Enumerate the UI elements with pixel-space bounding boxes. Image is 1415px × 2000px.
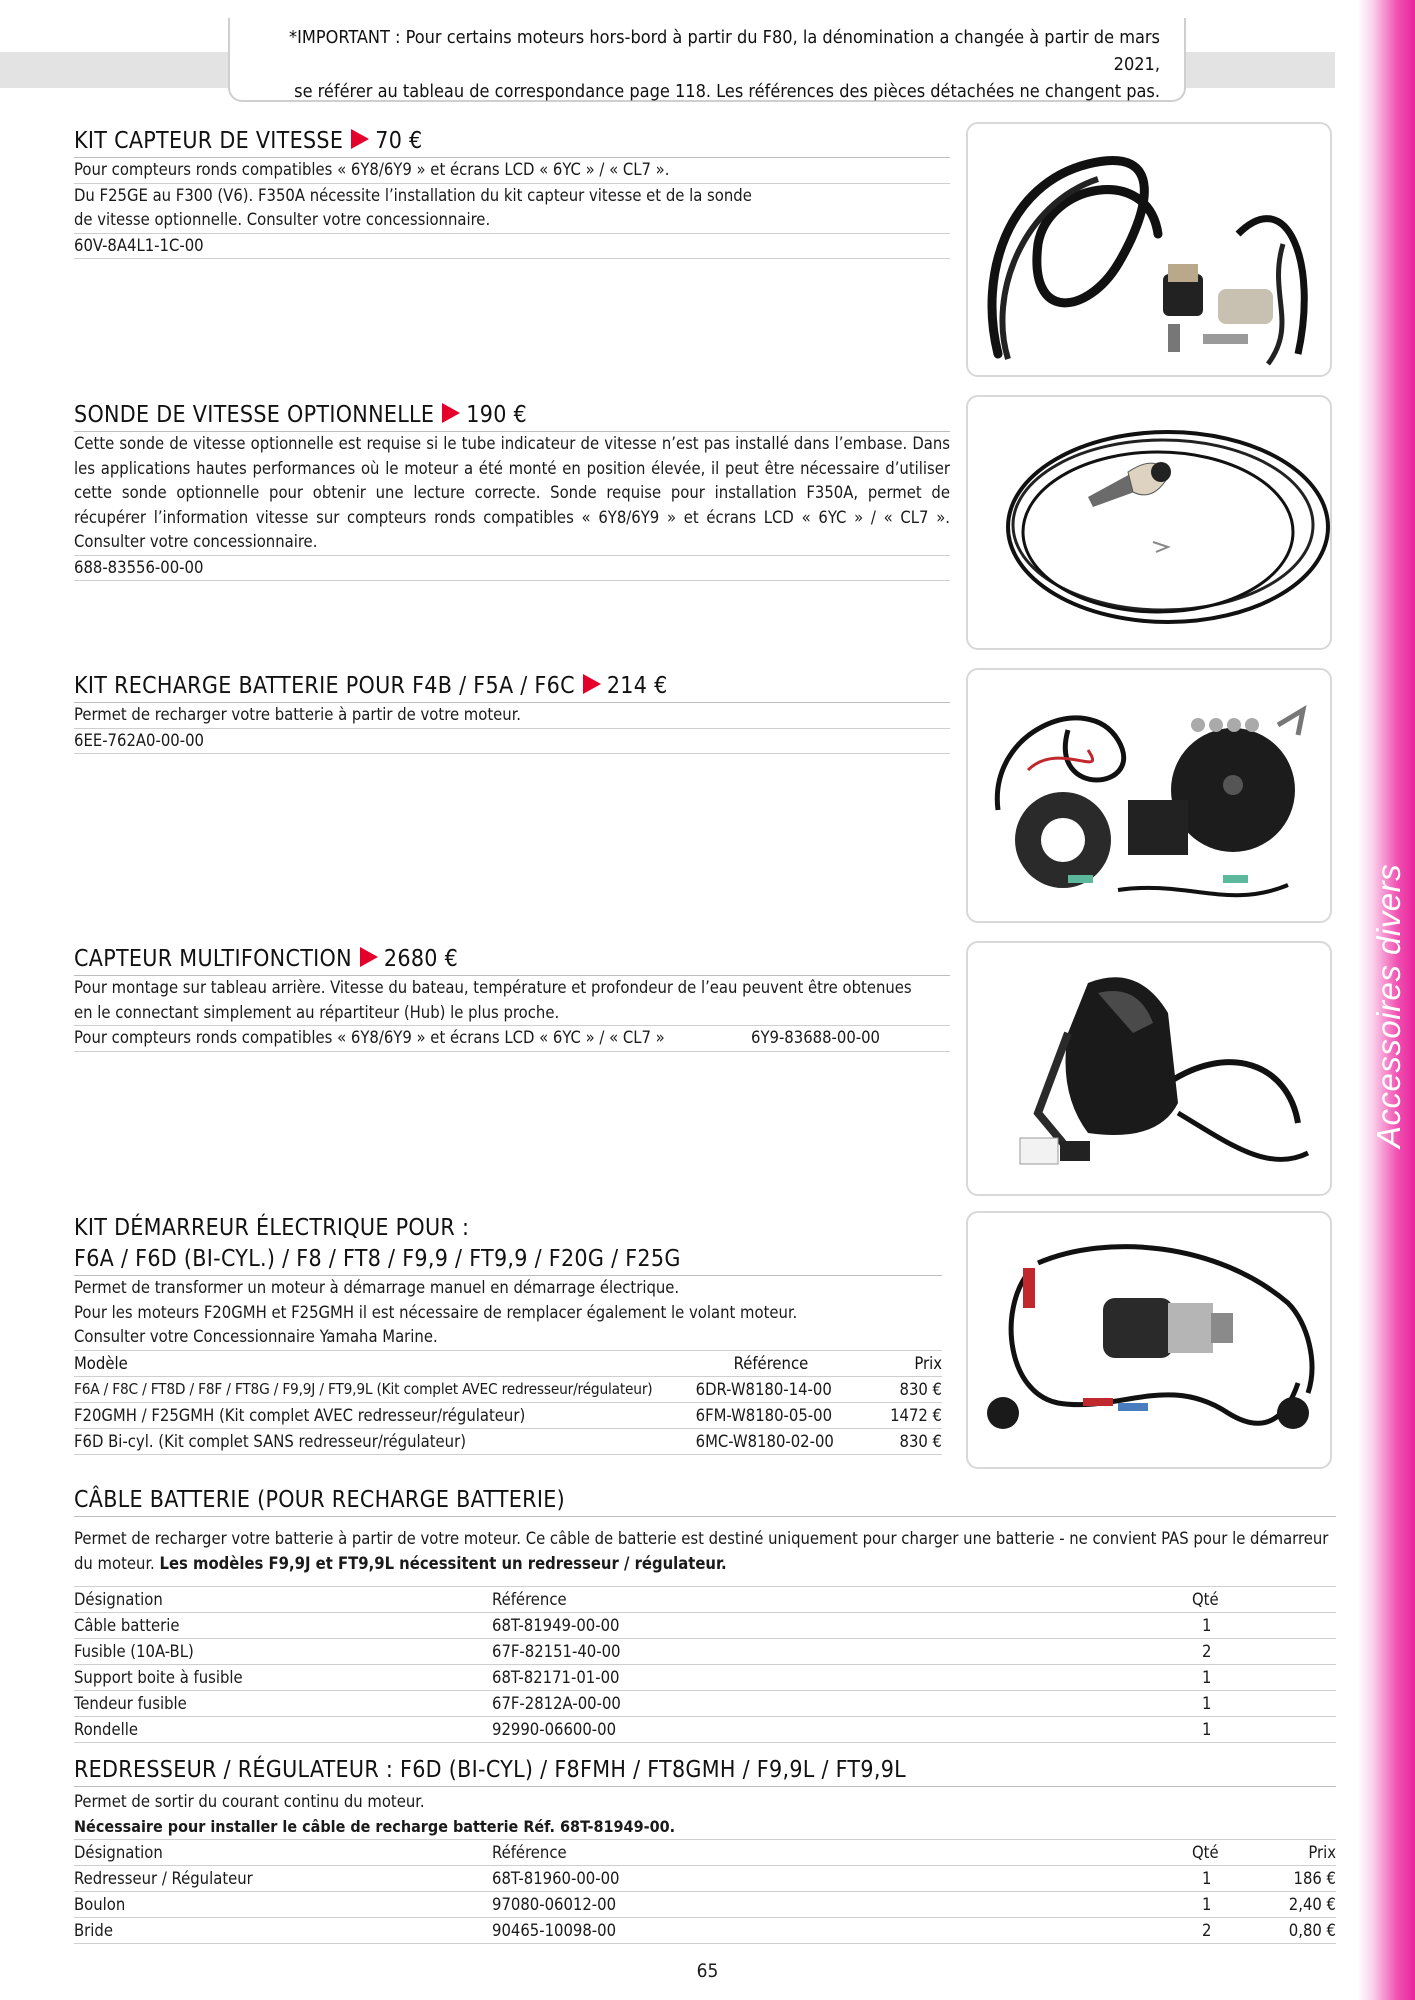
col-header-reference: Référence	[492, 1840, 1192, 1866]
section-sonde-vitesse	[74, 400, 950, 581]
table-row	[74, 1866, 1336, 1892]
section-cable-batterie	[74, 1485, 1336, 1743]
col-header-reference: Référence	[492, 1587, 1192, 1613]
product-image-speed-probe	[966, 395, 1332, 650]
price-arrow-icon	[360, 947, 378, 967]
cell-reference: 67F-82151-40-00	[492, 1639, 1192, 1665]
col-header-price: Prix	[1252, 1840, 1336, 1866]
cell-qty: 2	[1192, 1639, 1336, 1665]
category-title: Accessoires divers	[1370, 863, 1407, 1148]
col-header-designation: Désignation	[74, 1840, 492, 1866]
cell-price: 0,80 €	[1252, 1918, 1336, 1944]
part-reference: 6Y9-83688-00-00	[751, 1028, 881, 1047]
cell-model: F6D Bi-cyl. (Kit complet SANS redresseur/régulateur)	[74, 1428, 668, 1454]
table-row	[74, 1613, 1336, 1639]
cell-designation: Bride	[74, 1918, 492, 1944]
description-line: Permet de transformer un moteur à démarrage manuel en démarrage électrique.	[74, 1278, 680, 1297]
cell-reference: 67F-2812A-00-00	[492, 1691, 1192, 1717]
cell-model: F6A / F8C / FT8D / F8F / FT8G / F9,9J / FT9,9L (Kit complet AVEC redresseur/régulateur)	[74, 1376, 668, 1402]
section-title: REDRESSEUR / RÉGULATEUR : F6D (BI-CYL) / F8FMH / FT8GMH / F9,9L / FT9,9L	[74, 1755, 1336, 1787]
col-header-qty: Qté	[1192, 1840, 1252, 1866]
product-name: KIT CAPTEUR DE VITESSE	[74, 128, 344, 154]
description-note: Nécessaire pour installer le câble de recharge batterie Réf. 68T-81949-00.	[74, 1815, 1336, 1841]
description	[74, 976, 950, 1026]
description-line: Du F25GE au F300 (V6). F350A nécessite l’installation du kit capteur vitesse et de la sonde	[74, 185, 752, 205]
cell-designation: Fusible (10A-BL)	[74, 1639, 492, 1665]
product-name: CAPTEUR MULTIFONCTION	[74, 946, 352, 972]
battery-cable-table	[74, 1586, 1336, 1743]
section-kit-demarreur	[74, 1213, 942, 1455]
section-title	[74, 671, 950, 703]
cell-reference: 6FM-W8180-05-00	[668, 1402, 890, 1428]
product-image-electric-starter-kit	[966, 1211, 1332, 1469]
col-header-reference: Référence	[668, 1351, 890, 1377]
cell-designation: Tendeur fusible	[74, 1691, 492, 1717]
section-title-line-2: F6A / F6D (BI-CYL.) / F8 / FT8 / F9,9 / FT9,9 / F20G / F25G	[74, 1244, 942, 1276]
section-kit-recharge-batterie	[74, 671, 950, 754]
product-name: KIT RECHARGE BATTERIE POUR F4B / F5A / F6C	[74, 673, 575, 699]
product-image-multifunction-sensor	[966, 941, 1332, 1196]
cell-qty: 1	[1192, 1665, 1336, 1691]
cell-model: F20GMH / F25GMH (Kit complet AVEC redresseur/régulateur)	[74, 1402, 668, 1428]
table-row	[74, 1665, 1336, 1691]
col-header-designation: Désignation	[74, 1587, 492, 1613]
description-line: Pour compteurs ronds compatibles « 6Y8/6Y9 » et écrans LCD « 6YC » / « CL7 ».	[74, 158, 950, 184]
product-price: 214 €	[606, 673, 668, 699]
col-header-model: Modèle	[74, 1351, 668, 1377]
table-row	[74, 1376, 942, 1402]
section-capteur-multifonction	[74, 944, 950, 1052]
cell-reference: 90465-10098-00	[492, 1918, 1192, 1944]
table-row	[74, 1639, 1336, 1665]
section-title	[74, 944, 950, 976]
product-price: 70 €	[375, 128, 423, 154]
description	[74, 1527, 1336, 1576]
notice-line-2: se référer au tableau de correspondance page 118. Les références des pièces détachées ne changent pas.	[294, 81, 1160, 102]
cell-qty: 1	[1192, 1717, 1336, 1743]
table-row	[74, 1402, 942, 1428]
cell-reference: 68T-81960-00-00	[492, 1866, 1192, 1892]
section-redresseur-regulateur	[74, 1755, 1336, 1944]
cell-price: 1472 €	[890, 1402, 942, 1428]
description-line: Permet de sortir du courant continu du moteur.	[74, 1792, 425, 1811]
product-price: 190 €	[466, 402, 527, 428]
product-image-speed-sensor-kit	[966, 122, 1332, 377]
table-header	[74, 1840, 1336, 1866]
product-image-battery-charging-kit	[966, 668, 1332, 923]
description-line: de vitesse optionnelle. Consulter votre concessionnaire.	[74, 210, 491, 229]
product-price: 2680 €	[383, 946, 459, 972]
part-reference: 60V-8A4L1-1C-00	[74, 234, 950, 260]
important-notice	[228, 18, 1186, 102]
cell-designation: Rondelle	[74, 1717, 492, 1743]
cell-price: 830 €	[890, 1428, 942, 1454]
cell-reference: 68T-81949-00-00	[492, 1613, 1192, 1639]
part-reference: 688-83556-00-00	[74, 556, 950, 582]
cell-qty: 1	[1192, 1892, 1252, 1918]
table-row	[74, 1892, 1336, 1918]
section-title	[74, 126, 950, 158]
section-kit-capteur-vitesse	[74, 126, 950, 259]
description-text: Permet de recharger votre batterie à partir de votre moteur. Ce câble de batterie est destiné uniquement pour charger une batterie - ne convient PAS pour le démarreur du moteur.	[74, 1529, 1329, 1573]
table-row	[74, 1691, 1336, 1717]
cell-designation: Redresseur / Régulateur	[74, 1866, 492, 1892]
table-row	[74, 1717, 1336, 1743]
compatibility-text: Pour compteurs ronds compatibles « 6Y8/6Y9 » et écrans LCD « 6YC » / « CL7 »	[74, 1028, 665, 1047]
section-title: CÂBLE BATTERIE (POUR RECHARGE BATTERIE)	[74, 1485, 1336, 1517]
price-arrow-icon	[583, 674, 601, 694]
cell-qty: 1	[1192, 1691, 1336, 1717]
cell-qty: 2	[1192, 1918, 1252, 1944]
col-header-price: Prix	[890, 1351, 942, 1377]
compatibility-line	[74, 1026, 950, 1052]
section-title	[74, 400, 950, 432]
cell-designation: Câble batterie	[74, 1613, 492, 1639]
regulator-table	[74, 1840, 1336, 1944]
description-line: en le connectant simplement au répartiteur (Hub) le plus proche.	[74, 1002, 560, 1022]
cell-price: 2,40 €	[1252, 1892, 1336, 1918]
cell-reference: 6MC-W8180-02-00	[668, 1428, 890, 1454]
table-header	[74, 1351, 942, 1377]
cell-reference: 68T-82171-01-00	[492, 1665, 1192, 1691]
section-title-line-1: KIT DÉMARREUR ÉLECTRIQUE POUR :	[74, 1215, 470, 1241]
description	[74, 158, 950, 234]
table-header	[74, 1587, 1336, 1613]
cell-qty: 1	[1192, 1613, 1336, 1639]
description	[74, 1276, 942, 1351]
price-arrow-icon	[351, 129, 369, 149]
starter-kit-table	[74, 1351, 942, 1455]
description-line: Consulter votre Concessionnaire Yamaha Marine.	[74, 1327, 438, 1346]
price-arrow-icon	[442, 403, 460, 423]
notice-line-1: *IMPORTANT : Pour certains moteurs hors-bord à partir du F80, la dénomination a changée à partir de mars 2021,	[289, 27, 1160, 75]
cell-price: 830 €	[890, 1376, 942, 1402]
cell-qty: 1	[1192, 1866, 1252, 1892]
col-header-qty: Qté	[1192, 1587, 1336, 1613]
cell-reference: 97080-06012-00	[492, 1892, 1192, 1918]
description-line: Permet de recharger votre batterie à partir de votre moteur.	[74, 703, 950, 729]
product-name: SONDE DE VITESSE OPTIONNELLE	[74, 402, 435, 428]
description-line: Pour montage sur tableau arrière. Vitesse du bateau, température et profondeur de l’eau peuvent être obtenues	[74, 978, 912, 997]
cell-designation: Support boite à fusible	[74, 1665, 492, 1691]
table-row	[74, 1428, 942, 1454]
page-number: 65	[696, 1960, 719, 1982]
description: Cette sonde de vitesse optionnelle est requise si le tube indicateur de vitesse n’est pas installé dans l’embase. Dans les applications hautes performances où le moteur a été monté en position élevée, il peut être nécessaire d’utiliser cette sonde optionnelle pour obtenir une lecture correcte. Sonde requise pour installation F350A, permet de récupérer l’information vitesse sur compteurs ronds compatibles « 6Y8/6Y9 » et écrans LCD « 6YC » / « CL7 ». Consulter votre concessionnaire.	[74, 432, 950, 556]
cell-designation: Boulon	[74, 1892, 492, 1918]
cell-reference: 6DR-W8180-14-00	[668, 1376, 890, 1402]
description-note: Les modèles F9,9J et FT9,9L nécessitent un redresseur / régulateur.	[159, 1553, 727, 1573]
part-reference: 6EE-762A0-00-00	[74, 729, 950, 755]
table-row	[74, 1918, 1336, 1944]
description-line: Pour les moteurs F20GMH et F25GMH il est nécessaire de remplacer également le volant moteur.	[74, 1302, 798, 1322]
cell-reference: 92990-06600-00	[492, 1717, 1192, 1743]
cell-price: 186 €	[1252, 1866, 1336, 1892]
